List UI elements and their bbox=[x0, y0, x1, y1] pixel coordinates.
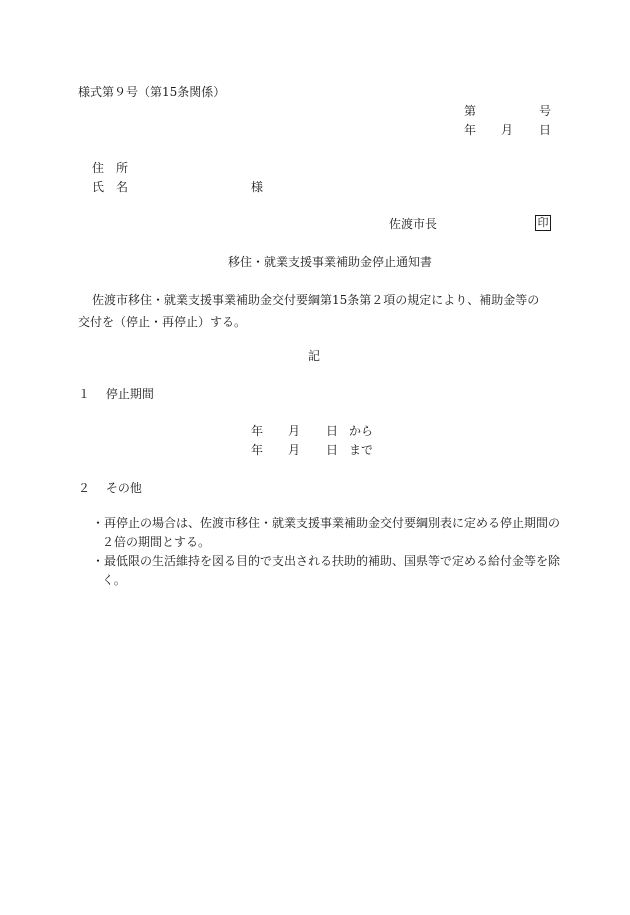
period-from-day: 日 bbox=[326, 424, 339, 438]
date-day-label: 日 bbox=[539, 123, 552, 137]
period-to-day: 日 bbox=[326, 443, 339, 457]
honorific: 様 bbox=[251, 180, 264, 194]
section1-heading: １ 停止期間 bbox=[78, 387, 154, 401]
doc-number-suffix: 号 bbox=[539, 104, 552, 118]
sender-title: 佐渡市長 bbox=[389, 217, 438, 231]
ki-marker: 記 bbox=[308, 349, 321, 363]
note-item: ・最低限の生活維持を図る目的で支出される扶助的補助、国県等で定める給付金等を除く。 bbox=[92, 554, 561, 587]
date-month-label: 月 bbox=[501, 123, 514, 137]
form-label: 様式第９号（第15条関係） bbox=[78, 85, 226, 99]
body-paragraph: 佐渡市移住・就業支援事業補助金交付要綱第15条第２項の規定により、補助金等の交付を（停止・再停止）する。 bbox=[78, 293, 540, 329]
section2-heading: ２ その他 bbox=[78, 481, 142, 495]
period-from-suffix: から bbox=[349, 424, 374, 438]
note-item: ・再停止の場合は、佐渡市移住・就業支援事業補助金交付要綱別表に定める停止期間の２倍の期間とする。 bbox=[92, 516, 561, 549]
period-to-month: 月 bbox=[288, 443, 301, 457]
doc-number-prefix: 第 bbox=[464, 104, 477, 118]
document-title: 移住・就業支援事業補助金停止通知書 bbox=[228, 255, 433, 269]
period-to-year: 年 bbox=[251, 443, 264, 457]
date-year-label: 年 bbox=[464, 123, 477, 137]
period-from-year: 年 bbox=[251, 424, 264, 438]
period-to-suffix: まで bbox=[349, 443, 374, 457]
period-from-month: 月 bbox=[288, 424, 301, 438]
address-label: 住 所 bbox=[92, 161, 129, 175]
seal-stamp: 印 bbox=[535, 215, 551, 231]
name-label: 氏 名 bbox=[92, 180, 129, 194]
